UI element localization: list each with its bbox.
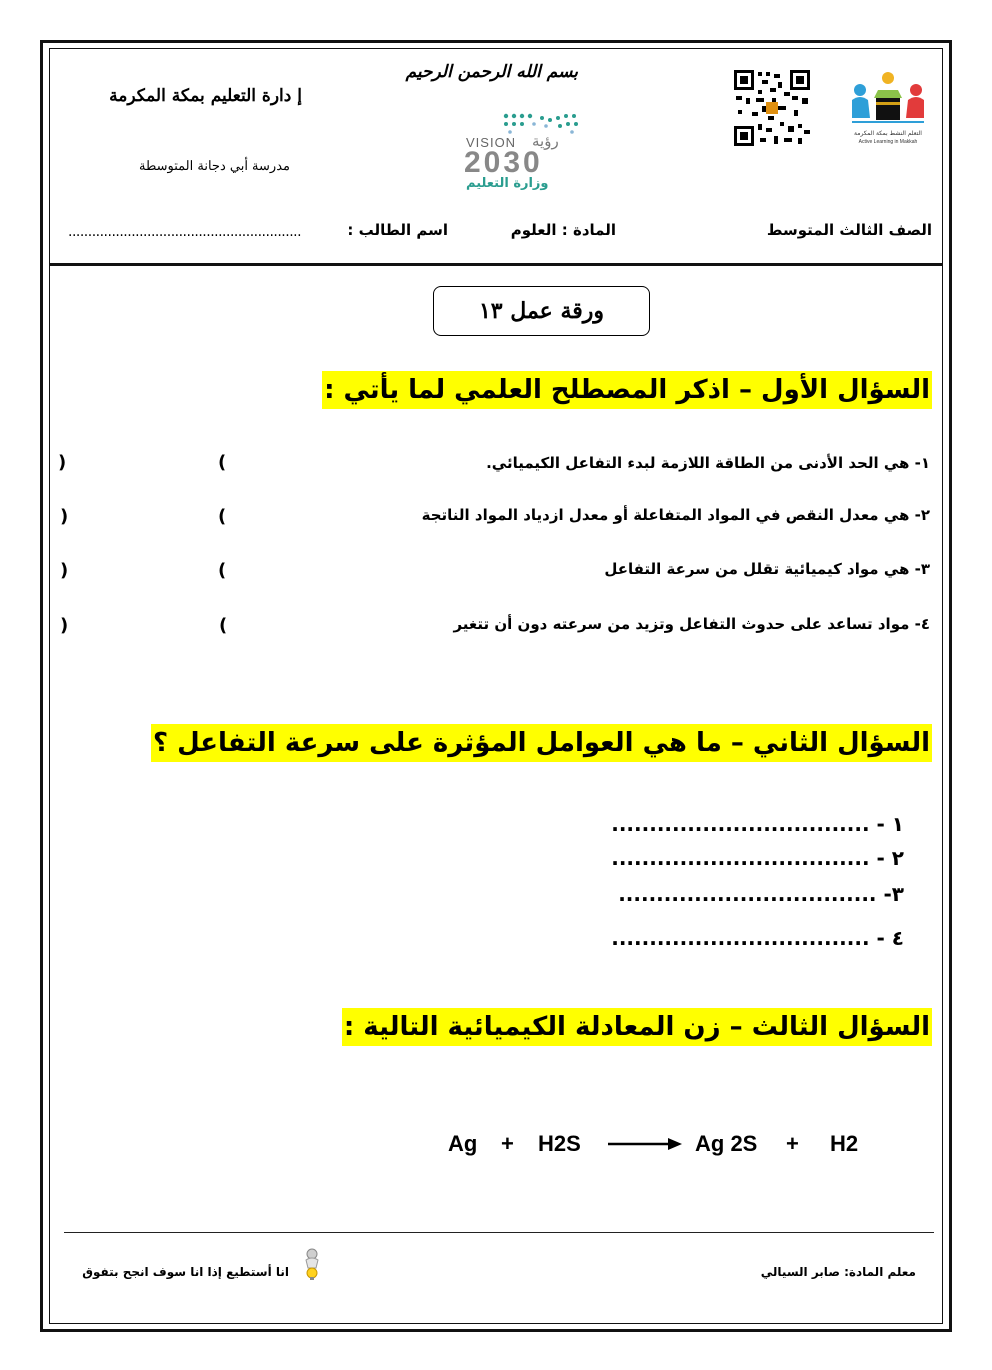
vision-2030-logo bbox=[462, 108, 602, 194]
equation-reactant-2: H2S bbox=[538, 1131, 581, 1156]
worksheet-title: ورقة عمل ١٣ bbox=[433, 286, 650, 336]
answer-paren-open-1: ( bbox=[218, 452, 227, 473]
equation-reactant-1: Ag bbox=[448, 1131, 478, 1156]
answer-paren-open-2: ( bbox=[218, 506, 227, 527]
equation-plus-1: + bbox=[501, 1131, 514, 1156]
q2-answer-4[interactable]: ٤ - .................................. bbox=[611, 926, 904, 950]
logo-caption-ar: التعلم النشط بمكة المكرمة bbox=[854, 130, 922, 137]
q2-heading: السؤال الثاني – ما هي العوامل المؤثرة على سرعة التفاعل ؟ bbox=[151, 724, 932, 762]
q2-answer-3[interactable]: ٣- .................................. bbox=[618, 882, 904, 906]
footer-divider bbox=[64, 1232, 934, 1233]
active-learning-logo bbox=[848, 70, 928, 150]
answer-paren-open-3: ( bbox=[218, 560, 227, 581]
motto-text: انا أستطيع إذا انا سوف انجح بتفوق bbox=[82, 1265, 289, 1279]
basmala-calligraphy: بسم الله الرحمن الرحيم bbox=[405, 62, 578, 82]
logo-caption-en: Active Learning in Makkah bbox=[858, 139, 918, 145]
answer-paren-open-4: ( bbox=[219, 615, 228, 636]
vision-en-text: VISION bbox=[466, 135, 517, 150]
q3-heading: السؤال الثالث – زن المعادلة الكيميائية التالية : bbox=[342, 1008, 932, 1046]
q1-item-3: ٣- هي مواد كيميائية تقلل من سرعة التفاعل bbox=[604, 560, 930, 578]
lightbulb-icon bbox=[300, 1246, 324, 1280]
answer-paren-close-1: ) bbox=[58, 452, 67, 473]
kaaba-people-icon bbox=[848, 70, 928, 132]
answer-paren-close-2: ) bbox=[60, 506, 69, 527]
equation-plus-2: + bbox=[786, 1131, 799, 1156]
q2-answer-2[interactable]: ٢ - .................................. bbox=[611, 846, 904, 870]
q1-item-4: ٤- مواد تساعد على حدوث التفاعل وتزيد من سرعته دون أن تتغير bbox=[453, 615, 930, 633]
qr-code-image bbox=[732, 68, 812, 148]
header-divider bbox=[49, 263, 943, 266]
equation-product-1: Ag 2S bbox=[695, 1131, 758, 1156]
q1-heading: السؤال الأول – اذكر المصطلح العلمي لما يأتي : bbox=[322, 371, 932, 409]
student-name-label: اسم الطالب : bbox=[347, 221, 448, 239]
school-name: مدرسة أبي دجانة المتوسطة bbox=[138, 159, 290, 174]
q2-answer-1[interactable]: ١ - .................................. bbox=[611, 812, 904, 836]
vision-year-text: 2030 bbox=[464, 146, 543, 179]
answer-paren-close-3: ) bbox=[60, 560, 69, 581]
q1-item-1: ١- هي الحد الأدنى من الطاقة اللازمة لبدء التفاعل الكيميائي. bbox=[486, 454, 930, 472]
student-name-field[interactable]: ........................................................... bbox=[68, 224, 302, 240]
vision-ar-text: رؤية bbox=[532, 132, 559, 150]
ministry-text: وزارة التعليم bbox=[466, 176, 549, 191]
reaction-arrow-icon bbox=[608, 1136, 682, 1152]
q1-item-2: ٢- هي معدل النقص في المواد المتفاعلة أو معدل ازدياد المواد الناتجة bbox=[421, 506, 930, 524]
answer-paren-close-4: ) bbox=[60, 615, 69, 636]
equation-product-2: H2 bbox=[830, 1131, 859, 1156]
education-admin-text: إ دارة التعليم بمكة المكرمة bbox=[109, 86, 302, 106]
subject-label: المادة : العلوم bbox=[510, 221, 616, 239]
teacher-name: معلم المادة: صابر السيالي bbox=[760, 1265, 916, 1279]
grade-label: الصف الثالث المتوسط bbox=[766, 221, 932, 239]
